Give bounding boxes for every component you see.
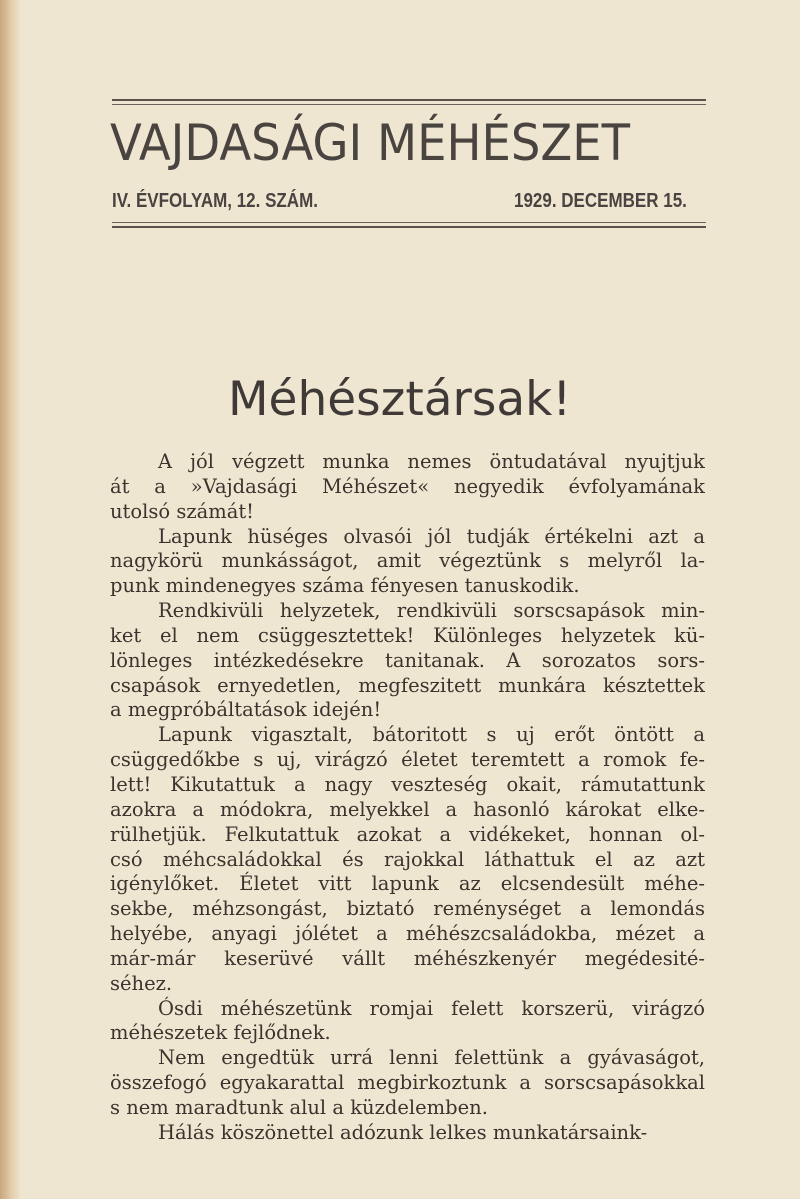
text-line: Nem engedtük urrá lenni felettünk a gyávaságot, xyxy=(158,1046,705,1070)
text-line: Ósdi méhészetünk romjai felett korszerü, virágzó xyxy=(158,996,705,1020)
text-line: méhészetek fejlődnek. xyxy=(110,1021,331,1045)
text-line: lett! Kikutattuk a nagy veszteség okait, rámutattunk xyxy=(110,772,705,796)
article-body xyxy=(110,450,705,1146)
text-line: séhez. xyxy=(110,971,173,995)
text-line: csó méhcsaládokkal és rajokkal láthattuk el az azt xyxy=(110,847,705,871)
text-line: utolsó számát! xyxy=(110,499,255,523)
article-heading: Méhésztársak! xyxy=(228,372,572,427)
text-line: a megpróbáltatások idején! xyxy=(110,698,382,722)
text-line: lönleges intézkedésekre tanitanak. A sorozatos sors- xyxy=(110,648,705,672)
text-line: összefogó egyakarattal megbirkoztunk a sorscsapásokkal xyxy=(110,1071,705,1095)
text-line: át a »Vajdasági Méhészet« negyedik évfolyamának xyxy=(110,474,705,498)
text-line: igénylőket. Életet vitt lapunk az elcsendesült méhe- xyxy=(110,872,705,896)
text-line: ket el nem csüggesztettek! Különleges helyzetek kü- xyxy=(110,623,705,647)
text-line: Hálás köszönettel adózunk lelkes munkatársaink- xyxy=(158,1120,648,1144)
issue-number: IV. ÉVFOLYAM, 12. SZÁM. xyxy=(112,190,318,212)
paragraph xyxy=(110,450,705,525)
text-line: A jól végzett munka nemes öntudatával nyujtjuk xyxy=(158,450,705,473)
masthead-top-rule-thin xyxy=(112,104,706,105)
masthead-top-rule xyxy=(112,99,706,101)
text-line: s nem maradtunk alul a küzdelemben. xyxy=(110,1095,488,1119)
text-line: Lapunk vigasztalt, bátoritott s uj erőt öntött a xyxy=(158,723,705,747)
issue-date: 1929. DECEMBER 15. xyxy=(514,190,687,212)
text-line: azokra a módokra, melyekkel a hasonló károkat elke- xyxy=(110,797,705,821)
paragraph xyxy=(110,1046,705,1121)
page-edge xyxy=(0,0,20,1199)
text-line: Rendkivüli helyzetek, rendkivüli sorscsapások min- xyxy=(158,599,705,623)
text-line: már-már keserüvé vállt méhészkenyér megédesité- xyxy=(110,946,705,970)
paragraph xyxy=(110,723,705,996)
text-line: csüggedőkbe s uj, virágzó életet teremtett a romok fe- xyxy=(110,748,705,772)
paragraph xyxy=(110,599,705,723)
masthead-bottom-rule xyxy=(112,226,706,228)
publication-title: VAJDASÁGI MÉHÉSZET xyxy=(110,114,631,172)
text-line: punk mindenegyes száma fényesen tanuskodik. xyxy=(110,574,580,598)
text-line: Lapunk hüséges olvasói jól tudják értékelni azt a xyxy=(158,524,705,548)
text-line: nagykörü munkásságot, amit végeztünk s melyről la- xyxy=(110,549,705,573)
paragraph xyxy=(110,1121,705,1146)
text-line: rülhetjük. Felkutattuk azokat a vidékeket, honnan ol- xyxy=(110,822,705,846)
text-line: csapások ernyedetlen, megfeszitett munkára késztettek xyxy=(110,673,705,697)
text-line: sekbe, méhzsongást, biztató reménységet a lemondás xyxy=(110,897,705,921)
masthead-bottom-rule-thin xyxy=(112,222,706,223)
paragraph xyxy=(110,525,705,600)
text-line: helyébe, anyagi jólétet a méhészcsaládokba, mézet a xyxy=(110,922,705,946)
paragraph xyxy=(110,997,705,1047)
